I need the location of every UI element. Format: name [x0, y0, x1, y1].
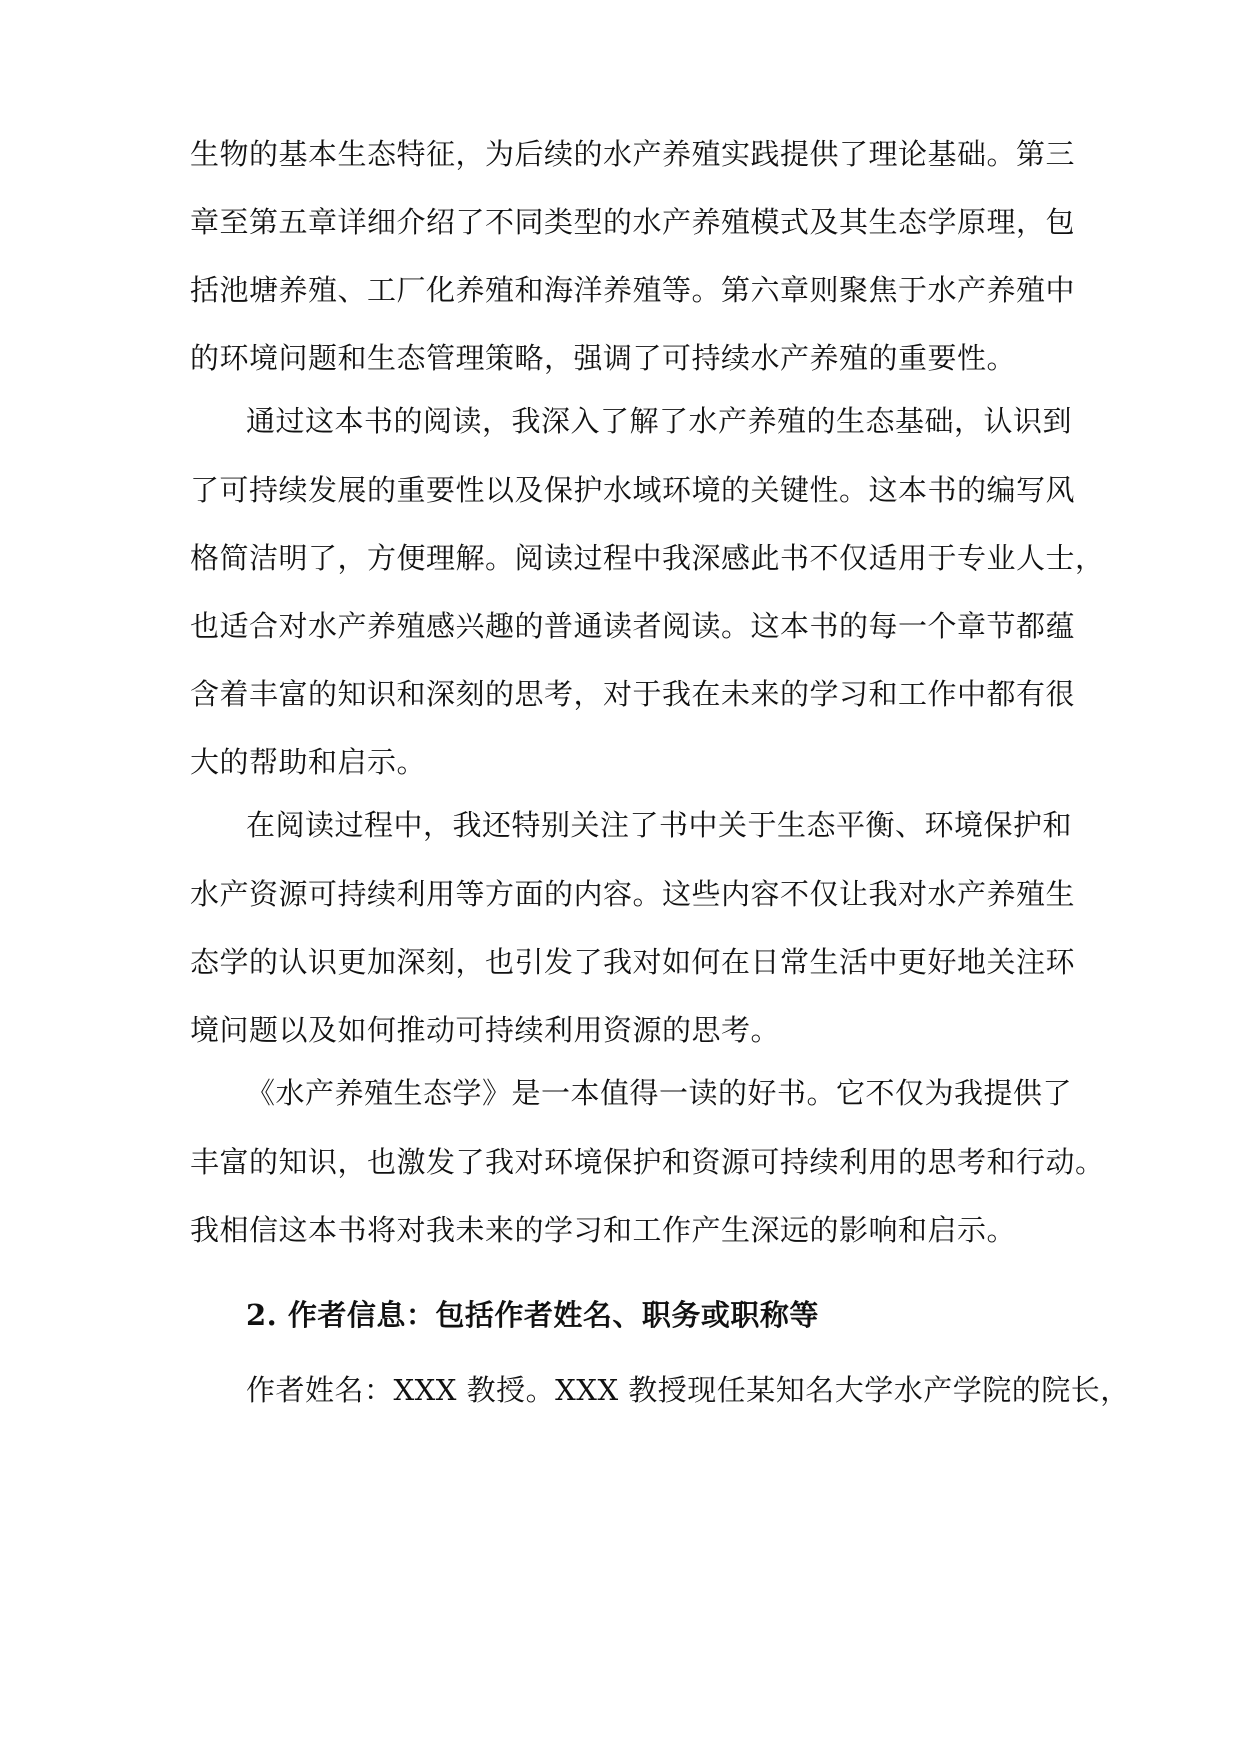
paragraph-4-line-1: 《水产养殖生态学》是一本值得一读的好书。它不仅为我提供了 [246, 1076, 1073, 1110]
paragraph-3-line-4: 境问题以及如何推动可持续利用资源的思考。 [190, 1013, 781, 1047]
author-line: 作者姓名：XXX 教授。XXX 教授现任某知名大学水产学院的院长， [246, 1373, 1130, 1407]
paragraph-4-line-3: 我相信这本书将对我未来的学习和工作产生深远的影响和启示。 [190, 1213, 1017, 1247]
section-heading: 2. 作者信息：包括作者姓名、职务或职称等 [246, 1298, 819, 1332]
paragraph-2-line-5: 含着丰富的知识和深刻的思考，对于我在未来的学习和工作中都有很 [190, 677, 1076, 711]
paragraph-3-line-1: 在阅读过程中，我还特别关注了书中关于生态平衡、环境保护和 [246, 808, 1073, 842]
paragraph-2-line-2: 了可持续发展的重要性以及保护水域环境的关键性。这本书的编写风 [190, 473, 1076, 507]
paragraph-1-line-4: 的环境问题和生态管理策略，强调了可持续水产养殖的重要性。 [190, 341, 1017, 375]
paragraph-4-line-2: 丰富的知识，也激发了我对环境保护和资源可持续利用的思考和行动。 [190, 1145, 1105, 1179]
paragraph-2-line-3: 格简洁明了，方便理解。阅读过程中我深感此书不仅适用于专业人士， [190, 541, 1105, 575]
paragraph-2-line-4: 也适合对水产养殖感兴趣的普通读者阅读。这本书的每一个章节都蕴 [190, 609, 1076, 643]
paragraph-3-line-3: 态学的认识更加深刻，也引发了我对如何在日常生活中更好地关注环 [190, 945, 1076, 979]
paragraph-2-line-6: 大的帮助和启示。 [190, 745, 427, 779]
paragraph-3-line-2: 水产资源可持续利用等方面的内容。这些内容不仅让我对水产养殖生 [190, 877, 1076, 911]
paragraph-2-line-1: 通过这本书的阅读，我深入了解了水产养殖的生态基础，认识到 [246, 404, 1073, 438]
paragraph-1-line-2: 章至第五章详细介绍了不同类型的水产养殖模式及其生态学原理，包 [190, 205, 1076, 239]
paragraph-1-line-3: 括池塘养殖、工厂化养殖和海洋养殖等。第六章则聚焦于水产养殖中 [190, 273, 1076, 307]
paragraph-1-line-1: 生物的基本生态特征，为后续的水产养殖实践提供了理论基础。第三 [190, 137, 1076, 171]
